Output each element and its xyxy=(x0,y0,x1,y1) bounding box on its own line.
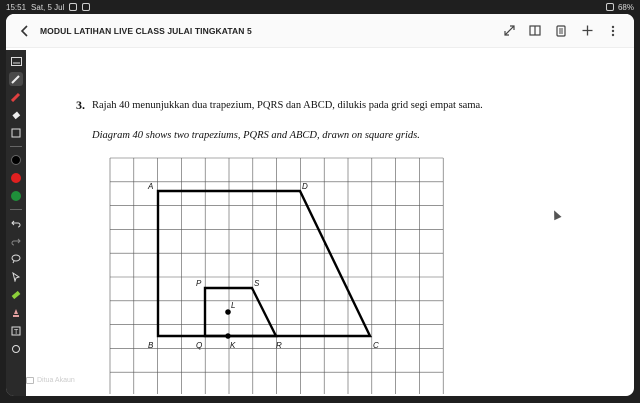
battery-level: 68% xyxy=(617,2,634,12)
pen-icon xyxy=(11,74,21,84)
question-text-en: Diagram 40 shows two trapeziums, PQRS and ABCD, drawn on square grids. xyxy=(92,130,420,141)
svg-text:T: T xyxy=(14,329,19,336)
book-view-button[interactable] xyxy=(528,24,542,38)
expand-button[interactable] xyxy=(502,24,516,38)
square-grid xyxy=(110,158,443,394)
lasso-tool[interactable] xyxy=(9,252,23,266)
back-button[interactable] xyxy=(14,20,36,42)
app-window xyxy=(6,14,634,396)
point-k xyxy=(225,333,231,339)
highlighter-icon xyxy=(11,92,21,102)
whatsapp-icon xyxy=(82,3,90,11)
label-r: R xyxy=(276,341,282,350)
label-q: Q xyxy=(196,341,203,350)
select-icon xyxy=(11,272,21,282)
keyboard-icon xyxy=(11,57,22,66)
stamp-icon xyxy=(11,308,21,318)
recording-icon xyxy=(26,377,34,384)
recording-badge[interactable] xyxy=(26,377,75,384)
drawing-toolbar xyxy=(6,50,26,396)
undo-icon xyxy=(11,219,21,228)
question-number: 3. xyxy=(76,98,85,112)
image-tool[interactable] xyxy=(9,342,23,356)
recording-label: Ditua Akaun xyxy=(37,377,75,384)
color-green[interactable] xyxy=(9,189,23,203)
stamp-tool[interactable] xyxy=(9,306,23,320)
header-actions xyxy=(502,24,634,38)
toolbar-divider xyxy=(10,146,22,147)
color-swatch-red xyxy=(11,173,21,183)
book-icon xyxy=(529,25,541,36)
document-page[interactable] xyxy=(30,50,630,394)
redo-button[interactable] xyxy=(9,234,23,248)
text-icon xyxy=(11,326,21,336)
color-red[interactable] xyxy=(9,171,23,185)
document-title: MODUL LATIHAN LIVE CLASS JULAI TINGKATAN 5 xyxy=(40,25,252,36)
status-bar xyxy=(0,0,640,14)
redo-icon xyxy=(11,237,21,246)
add-icon xyxy=(582,25,593,36)
shape-icon xyxy=(11,128,21,138)
status-date: Sat, 5 Jul xyxy=(31,2,65,12)
lasso-icon xyxy=(11,254,21,264)
trapezium-pqrs xyxy=(205,288,276,336)
label-k: K xyxy=(230,341,236,350)
highlighter-tool[interactable] xyxy=(9,90,23,104)
page-list-icon xyxy=(556,25,566,37)
page-list-button[interactable] xyxy=(554,24,568,38)
label-p: P xyxy=(196,279,202,288)
more-icon xyxy=(611,25,615,37)
trapezium-diagram xyxy=(30,50,630,394)
select-tool[interactable] xyxy=(9,270,23,284)
toolbar-divider xyxy=(10,209,22,210)
label-d: D xyxy=(302,182,308,191)
label-a: A xyxy=(148,182,154,191)
color-black[interactable] xyxy=(9,153,23,167)
status-time: 15:51 xyxy=(6,2,27,12)
more-button[interactable] xyxy=(606,24,620,38)
ruler-tool[interactable] xyxy=(9,288,23,302)
eraser-tool[interactable] xyxy=(9,108,23,122)
ruler-icon xyxy=(11,290,21,300)
keyboard-tool[interactable] xyxy=(9,54,23,68)
chevron-left-icon xyxy=(20,25,30,37)
eraser-icon xyxy=(11,110,21,120)
question-text-bm: Rajah 40 menunjukkan dua trapezium, PQRS dan ABCD, dilukis pada grid segi empat sama. xyxy=(92,100,483,111)
pen-tool[interactable] xyxy=(9,72,23,86)
shape-tool[interactable] xyxy=(9,126,23,140)
app-header xyxy=(6,14,634,48)
wifi-icon xyxy=(606,3,614,11)
label-s: S xyxy=(254,279,260,288)
label-b: B xyxy=(148,341,154,350)
image-icon xyxy=(11,344,21,354)
text-tool[interactable] xyxy=(9,324,23,338)
point-l xyxy=(225,309,231,315)
expand-icon xyxy=(504,25,515,36)
undo-button[interactable] xyxy=(9,216,23,230)
add-button[interactable] xyxy=(580,24,594,38)
color-swatch-black xyxy=(11,155,21,165)
label-c: C xyxy=(373,341,379,350)
label-l: L xyxy=(231,301,236,310)
color-swatch-green xyxy=(11,191,21,201)
notification-icon xyxy=(69,3,77,11)
